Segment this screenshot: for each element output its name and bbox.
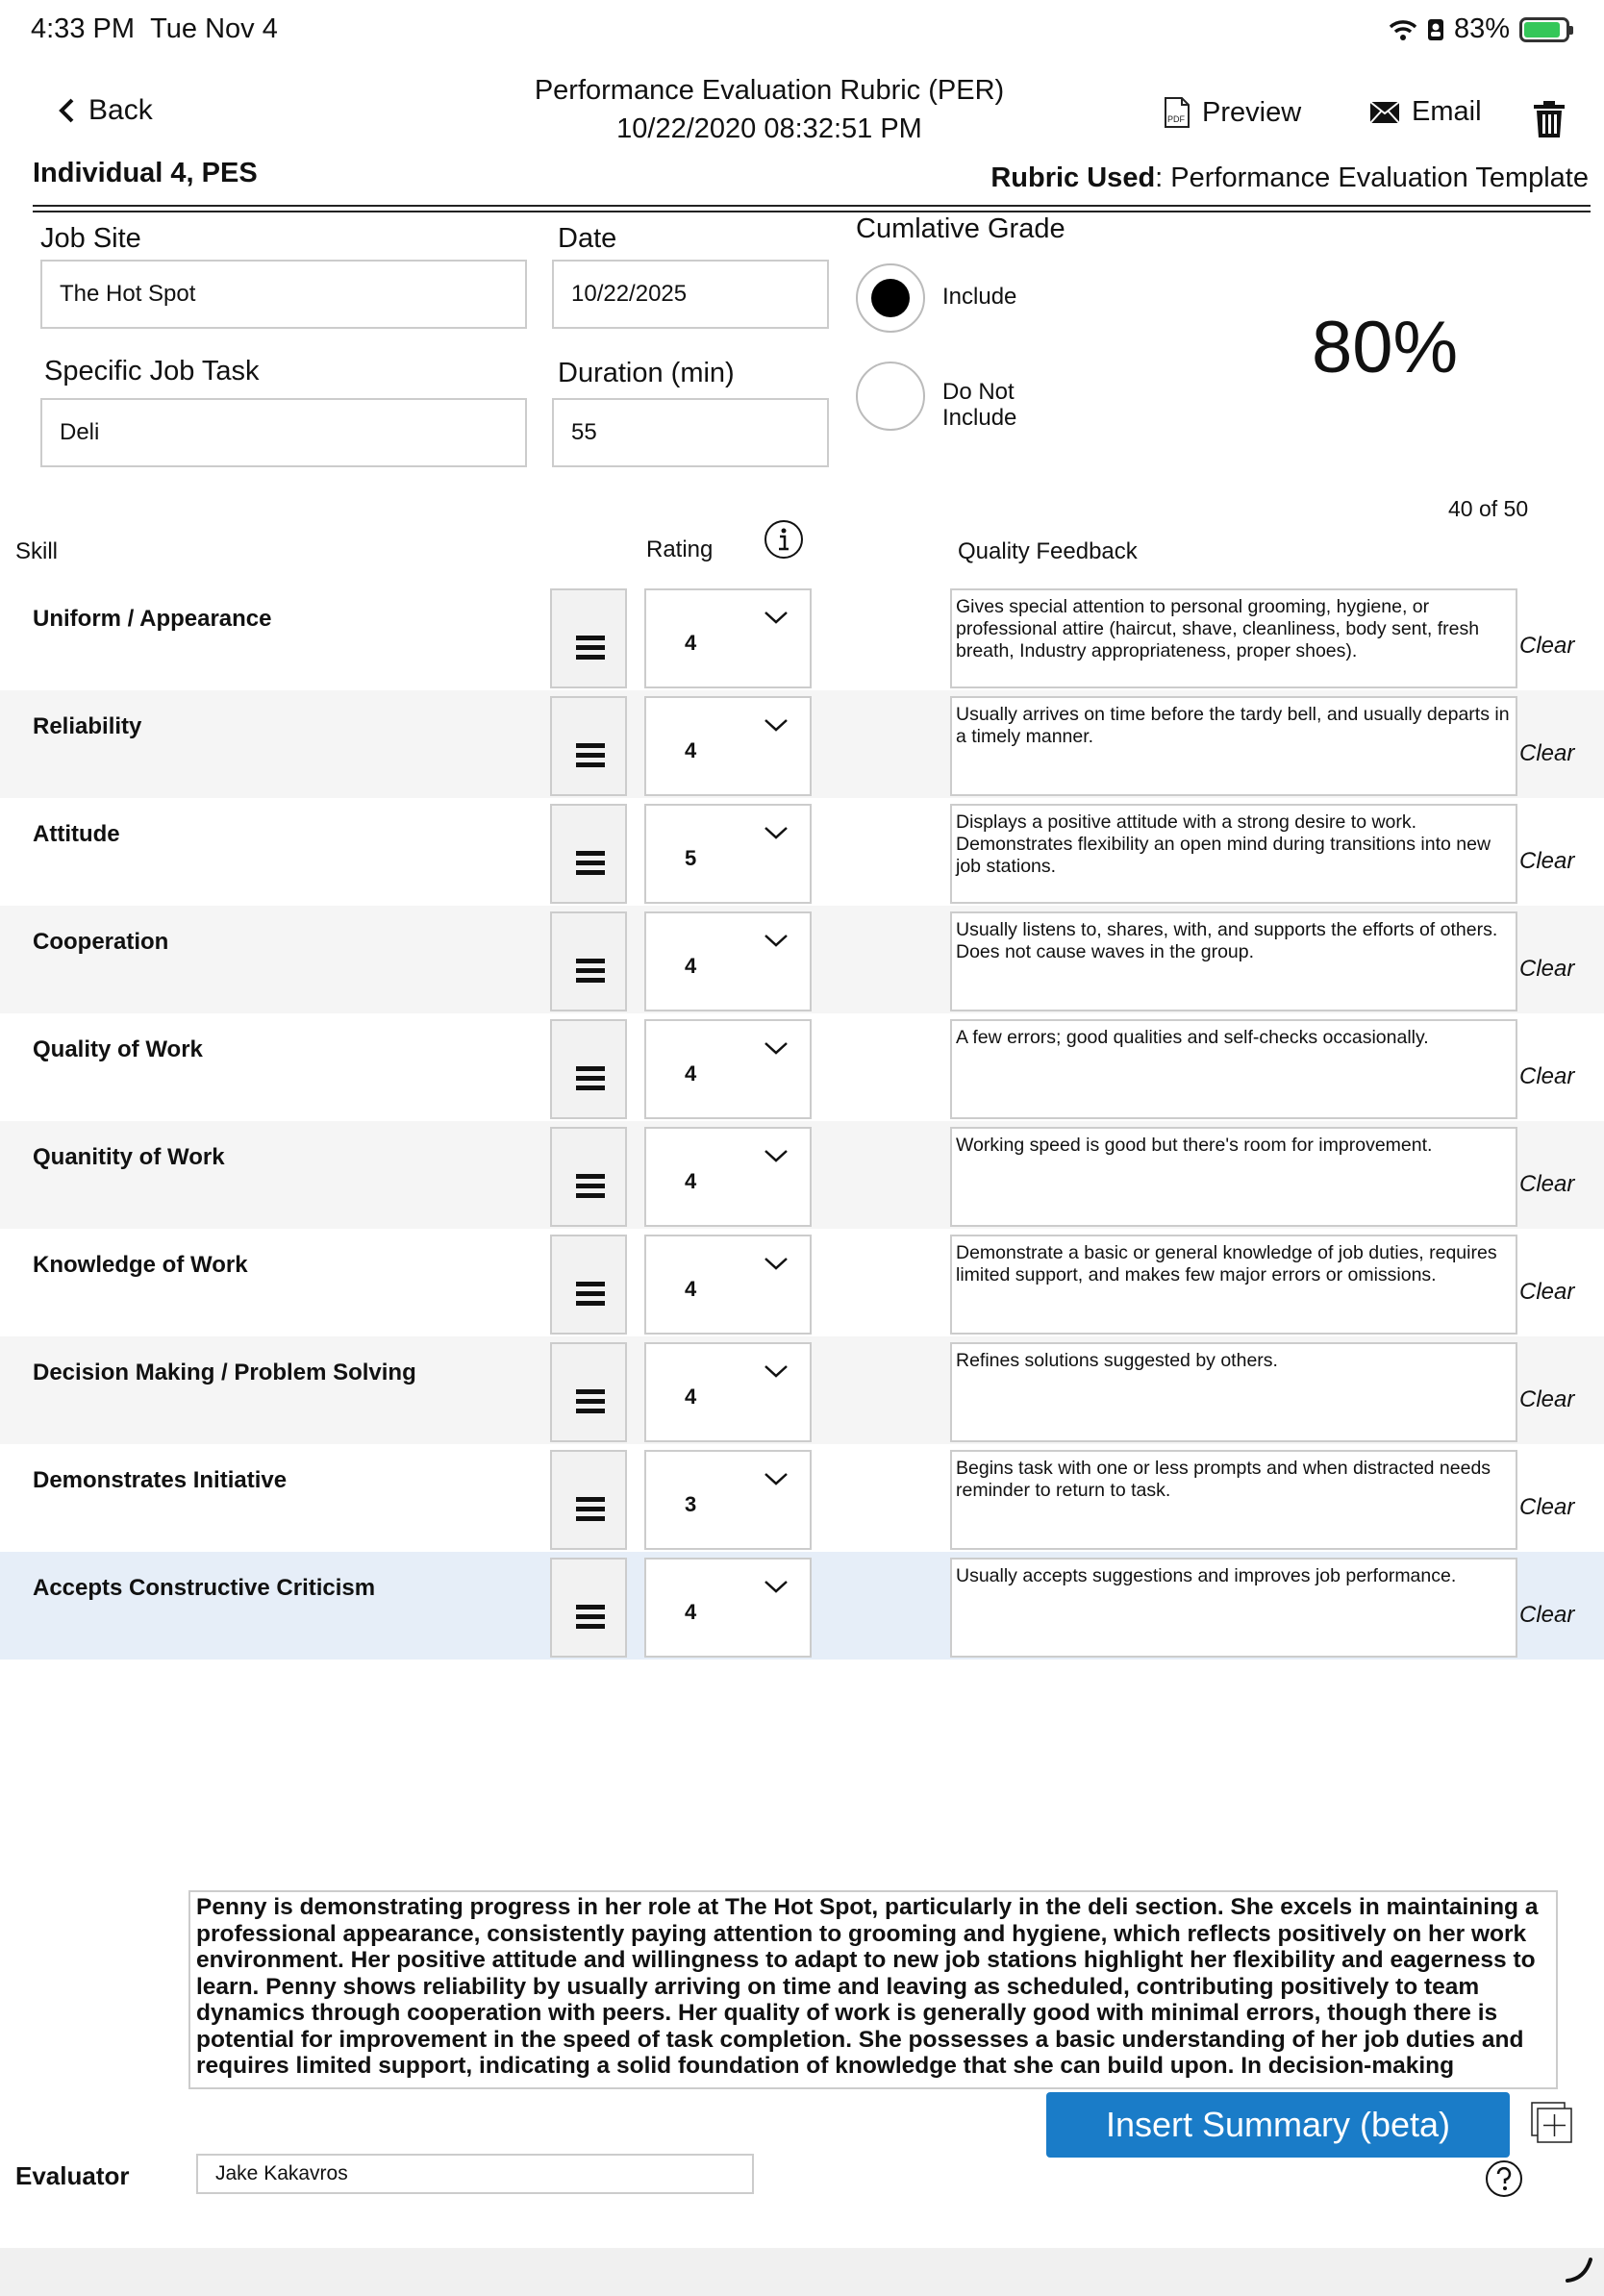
table-row [0,1444,1604,1552]
clear-button[interactable]: Clear [1519,848,1575,874]
menu-icon [576,1516,605,1521]
include-radio[interactable] [856,263,925,333]
envelope-icon [1369,101,1400,124]
exclude-label: Do Not Include [942,379,1017,431]
pdf-icon [1164,96,1190,129]
preview-button[interactable] [1164,96,1301,129]
help-icon [1485,2159,1523,2198]
table-row [0,1229,1604,1336]
menu-icon [576,1605,605,1610]
chevron-down-icon [764,717,789,733]
skill-header: Skill [15,538,59,564]
rating-select[interactable] [644,1019,812,1119]
chevron-down-icon [764,1256,789,1271]
feedback-textarea[interactable]: Working speed is good but there's room for improvement. [950,1127,1517,1227]
rating-value: 4 [685,1277,697,1301]
table-row [0,1013,1604,1121]
chevron-left-icon [58,97,75,124]
evaluator-label: Evaluator [15,2161,130,2190]
clear-button[interactable]: Clear [1519,740,1575,766]
reorder-button[interactable] [550,588,627,688]
rubric-used-label: Rubric Used [990,162,1156,193]
menu-icon [576,753,605,758]
clear-button[interactable]: Clear [1519,1063,1575,1089]
menu-icon [576,1282,605,1286]
table-row [0,798,1604,906]
back-label: Back [88,94,153,126]
help-button[interactable] [1485,2159,1523,2203]
reorder-button[interactable] [550,1558,627,1658]
title-timestamp: 10/22/2020 08:32:51 PM [616,113,922,144]
menu-icon [576,1409,605,1413]
status-time: 4:33 PM Tue Nov 4 [31,13,278,44]
add-button[interactable] [1531,2102,1573,2149]
menu-icon [576,959,605,963]
skill-name: Decision Making / Problem Solving [33,1360,416,1385]
menu-icon [576,655,605,660]
clear-button[interactable]: Clear [1519,1279,1575,1305]
rating-value: 3 [685,1492,697,1516]
trash-button[interactable] [1533,100,1566,143]
person-badge-icon [1427,18,1444,41]
task-input[interactable]: Deli [40,398,527,467]
rating-value: 4 [685,1169,697,1193]
pdf-badge: PDF [1167,114,1185,124]
reorder-button[interactable] [550,804,627,904]
summary-textarea[interactable]: Penny is demonstrating progress in her role at The Hot Spot, particularly in the deli section. She excels in maintaining a professional appearance, consistently paying attention to grooming and hygiene, which reflects positively on her work environment. Her positive attitude and willingness to adapt to new job stations highlight her flexibility and eagerness to learn. Penny shows reliability by usually arriving on time and leaving as scheduled, contributing positively to team dynamics through cooperation with peers. Her quality of work is generally good with minimal errors, though there is potential for improvement in the speed of task completion. She possesses a basic understanding of her job duties and requires limited support, indicating a solid foundation of knowledge that she can build upon. In decision-making [188,1890,1558,2089]
menu-icon [576,645,605,650]
rating-select[interactable] [644,588,812,688]
preview-label: Preview [1202,96,1302,128]
menu-icon [576,1193,605,1198]
rating-value: 4 [685,954,697,978]
table-row [0,690,1604,798]
menu-icon [576,1497,605,1502]
skill-name: Attitude [33,821,120,847]
cumulative-grade-label: Cumlative Grade [856,213,1065,244]
menu-icon [576,1066,605,1071]
clear-button[interactable]: Clear [1519,633,1575,659]
rating-value: 4 [685,738,697,762]
duration-label: Duration (min) [558,358,735,388]
menu-icon [576,978,605,983]
table-row [0,583,1604,690]
menu-icon [576,1614,605,1619]
rating-select[interactable] [644,1558,812,1658]
rating-value: 5 [685,846,697,870]
rating-select[interactable] [644,696,812,796]
menu-icon [576,851,605,856]
date-label: Date [558,223,617,254]
rating-value: 4 [685,1061,697,1086]
skill-name: Cooperation [33,929,169,955]
table-row [0,1336,1604,1444]
grade-percent: 80% [1312,307,1459,388]
chevron-down-icon [764,610,789,625]
menu-icon [576,1389,605,1394]
resize-handle-icon [1564,2254,1594,2284]
table-row [0,1121,1604,1229]
reorder-button[interactable] [550,1235,627,1335]
feedback-textarea[interactable]: Usually arrives on time before the tardy bell, and usually departs in a timely manner. [950,696,1517,796]
skill-name: Accepts Constructive Criticism [33,1575,376,1601]
chevron-down-icon [764,1471,789,1486]
rating-select[interactable] [644,1235,812,1335]
rating-select[interactable] [644,804,812,904]
skill-name: Quanitity of Work [33,1144,225,1170]
rating-value: 4 [685,1600,697,1624]
bottom-bar [0,2248,1604,2296]
rating-select[interactable] [644,1342,812,1442]
email-label: Email [1412,96,1482,127]
menu-icon [576,861,605,865]
clear-button[interactable]: Clear [1519,1386,1575,1412]
rating-header: Rating [646,537,714,562]
add-square-icon [1531,2102,1573,2144]
table-row [0,906,1604,1013]
rubric-used [990,162,1589,194]
clear-button[interactable]: Clear [1519,1494,1575,1520]
menu-icon [576,1399,605,1404]
clear-button[interactable]: Clear [1519,956,1575,982]
status-indicators [1389,13,1569,45]
table-row [0,1552,1604,1660]
rating-select[interactable] [644,1450,812,1550]
reorder-button[interactable] [550,1342,627,1442]
menu-icon [576,1076,605,1081]
divider [33,211,1591,212]
chevron-down-icon [764,1148,789,1163]
chevron-down-icon [764,1579,789,1594]
insert-summary-button[interactable]: Insert Summary (beta) [1046,2092,1510,2158]
duration-input[interactable]: 55 [552,398,829,467]
info-button[interactable] [764,519,804,564]
feedback-textarea[interactable]: Gives special attention to personal grooming, hygiene, or professional attire (haircut, shave, cleanliness, body sent, fresh breath, Industry appropriateness, proper shoes). [950,588,1517,688]
back-button[interactable] [58,94,153,127]
feedback-textarea[interactable]: Usually listens to, shares, with, and supports the efforts of others. Does not cause waves in the group. [950,911,1517,1011]
include-label: Include [942,284,1017,310]
clear-button[interactable]: Clear [1519,1171,1575,1197]
reorder-button[interactable] [550,911,627,1011]
rating-value: 4 [685,631,697,655]
menu-icon [576,968,605,973]
task-label: Specific Job Task [44,356,260,387]
divider [33,205,1591,207]
feedback-textarea[interactable]: Demonstrate a basic or general knowledge of job duties, requires limited support, and makes few major errors or omissions. [950,1235,1517,1335]
menu-icon [576,1624,605,1629]
reorder-button[interactable] [550,1127,627,1227]
page-title [481,71,1058,148]
rubric-used-value: : Performance Evaluation Template [1155,162,1589,193]
skill-name: Knowledge of Work [33,1252,248,1278]
menu-icon [576,1507,605,1511]
job-site-label: Job Site [40,223,141,254]
chevron-down-icon [764,933,789,948]
feedback-textarea[interactable]: A few errors; good qualities and self-checks occasionally. [950,1019,1517,1119]
reorder-button[interactable] [550,1019,627,1119]
menu-icon [576,1184,605,1188]
reorder-button[interactable] [550,1450,627,1550]
title-text: Performance Evaluation Rubric (PER) [534,75,1005,106]
battery-percent: 83% [1453,13,1510,44]
job-site-input[interactable]: The Hot Spot [40,260,527,329]
chevron-down-icon [764,1040,789,1056]
chevron-down-icon [764,1363,789,1379]
menu-icon [576,870,605,875]
email-button[interactable] [1369,96,1482,128]
trash-icon [1533,100,1566,138]
skill-name: Uniform / Appearance [33,606,272,632]
resize-handle[interactable] [1564,2254,1594,2289]
date-input[interactable]: 10/22/2025 [552,260,829,329]
menu-icon [576,1086,605,1090]
menu-icon [576,1174,605,1179]
grade-score: 40 of 50 [1448,496,1529,521]
feedback-textarea[interactable]: Usually accepts suggestions and improves job performance. [950,1558,1517,1658]
battery-icon [1519,17,1569,42]
evaluator-input[interactable]: Jake Kakavros [196,2154,754,2194]
reorder-button[interactable] [550,696,627,796]
chevron-down-icon [764,825,789,840]
skill-name: Demonstrates Initiative [33,1467,288,1493]
info-icon [764,519,804,560]
rating-select[interactable] [644,1127,812,1227]
clear-button[interactable]: Clear [1519,1602,1575,1628]
rating-select[interactable] [644,911,812,1011]
skill-name: Reliability [33,713,142,739]
menu-icon [576,1301,605,1306]
feedback-textarea[interactable]: Refines solutions suggested by others. [950,1342,1517,1442]
feedback-textarea[interactable]: Displays a positive attitude with a strong desire to work. Demonstrates flexibility an open mind during transitions into new job stations. [950,804,1517,904]
individual-name: Individual 4, PES [33,158,258,188]
feedback-textarea[interactable]: Begins task with one or less prompts and when distracted needs reminder to return to task. [950,1450,1517,1550]
feedback-header: Quality Feedback [958,538,1138,564]
skill-name: Quality of Work [33,1036,203,1062]
menu-icon [576,1291,605,1296]
rating-value: 4 [685,1385,697,1409]
menu-icon [576,743,605,748]
exclude-radio[interactable] [856,362,925,431]
menu-icon [576,762,605,767]
menu-icon [576,636,605,640]
wifi-icon [1389,18,1417,41]
